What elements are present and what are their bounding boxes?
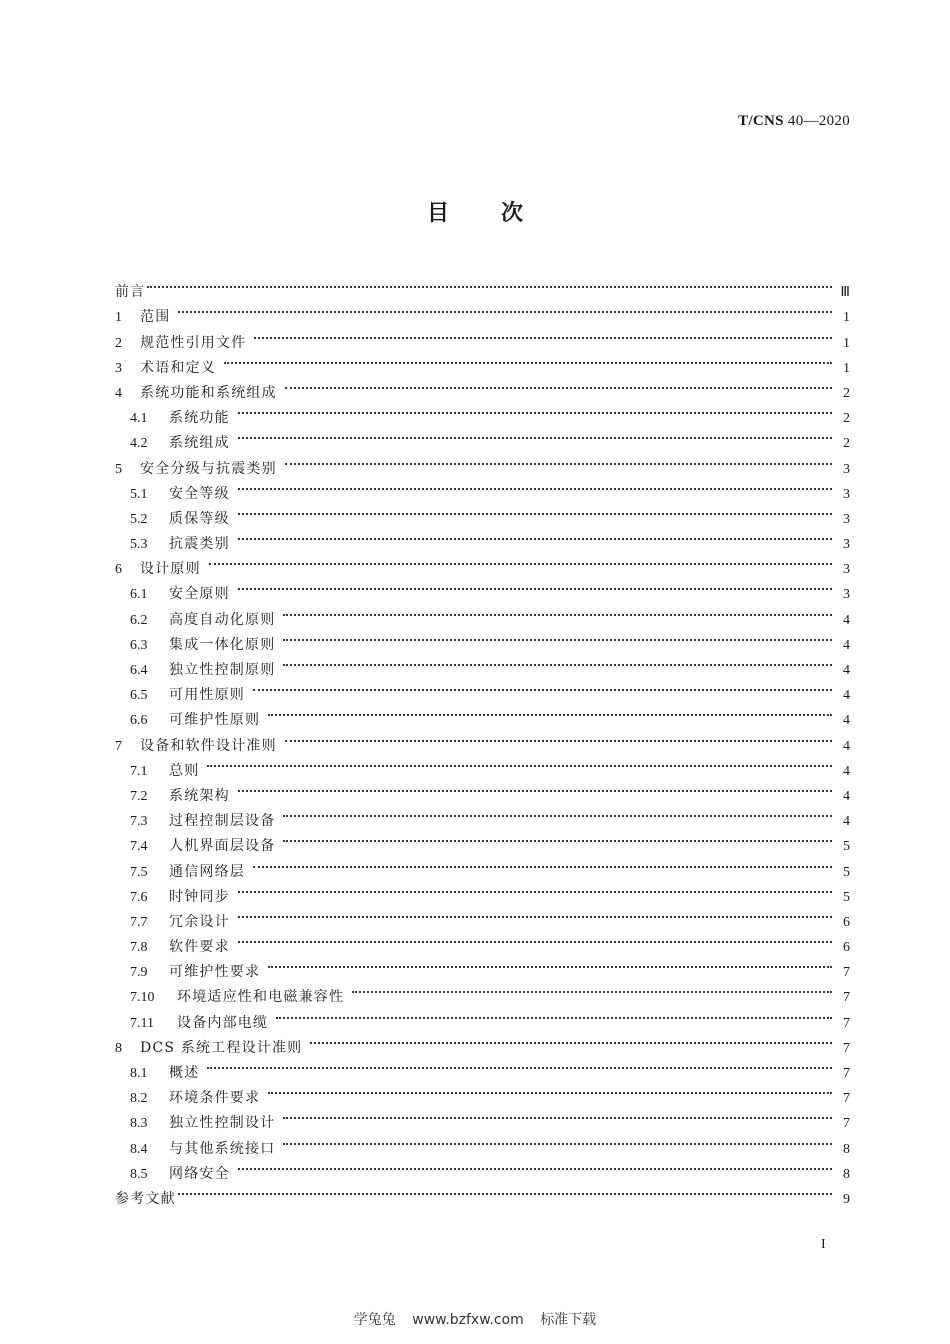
toc-entry-label: 设计原则 [140,561,201,578]
toc-entry-label: 设备和软件设计准则 [140,737,277,754]
toc-entry-number: 5.2 [130,511,148,527]
toc-entry-page: 2 [843,411,850,427]
toc-entry-label: 抗震类别 [169,536,230,553]
toc-entry-number: 7.5 [130,864,148,880]
footer-tagline: 标准下载 [540,1312,597,1328]
toc-entry-page: 3 [843,486,850,502]
toc-dot-leader [238,775,832,800]
toc-entry-number: 7.3 [130,814,148,830]
toc-entry-label: 集成一体化原则 [169,636,276,653]
toc-entry-page: 7 [843,1066,850,1081]
toc-entry-page: 2 [843,385,850,401]
toc-entry-page: 4 [843,612,850,628]
toc-entry-number: 6.5 [130,688,148,704]
toc-entry-label: 系统功能和系统组成 [140,384,277,401]
toc-entry-number: 8.3 [130,1116,148,1132]
toc-dot-leader [238,498,832,523]
toc-dot-leader [285,447,832,472]
toc-entry-number: 7.7 [130,914,148,930]
toc-entry-label: 网络安全 [169,1165,230,1182]
toc-entry-page: 3 [843,587,850,603]
toc-entry-page: 1 [843,360,850,376]
toc-entry-number: 7.9 [130,965,148,981]
toc-entry-label: 环境条件要求 [169,1090,261,1107]
toc-dot-leader [254,321,832,346]
toc-entry-page: 4 [843,713,850,729]
toc-entry-label: 可维护性原则 [169,712,261,729]
toc-entry[interactable] [115,1052,850,1081]
toc-entry-page: 4 [843,814,850,830]
toc-entry-page: 3 [843,537,850,553]
toc-dot-leader [178,296,832,321]
toc-entry[interactable] [115,296,850,326]
toc-entry-number: 6.2 [130,612,148,628]
toc-entry-label: 与其他系统接口 [169,1140,276,1157]
toc-entry-page: 7 [843,990,850,1006]
toc-entry-label: 可维护性要求 [169,964,261,981]
toc-entry-label: 人机界面层设备 [169,838,276,855]
toc-entry-label: 系统架构 [169,787,230,804]
standard-code-prefix: T/CNS [738,113,784,129]
toc-entry-label: 设备内部电缆 [177,1014,269,1031]
toc-entry[interactable] [115,1077,850,1107]
toc-dot-leader [224,347,832,372]
toc-entry-label: 软件要求 [169,939,230,956]
toc-dot-leader [310,1027,832,1052]
toc-entry-page: 8 [843,1141,850,1157]
toc-entry-number: 8.4 [130,1141,148,1157]
toc-entry-number: 6.1 [130,587,148,603]
toc-entry-label: 范围 [140,309,171,326]
toc-dot-leader [283,1102,832,1127]
toc-entry-page: 3 [843,562,850,578]
toc-dot-leader [178,1178,832,1203]
toc-entry-number: 7.11 [130,1015,154,1031]
toc-entry-page: 4 [843,788,850,804]
toc-dot-leader [238,926,832,951]
toc-entry-label: 安全等级 [169,485,230,502]
toc-dot-leader [238,397,832,422]
toc-entry-number: 2 [115,335,122,351]
toc-entry-label: DCS 系统工程设计准则 [140,1039,303,1056]
toc-entry-page: 6 [843,940,850,956]
toc-entry-page: 8 [843,1166,850,1182]
toc-entry-page: 4 [843,663,850,678]
toc-entry-label: 系统组成 [169,435,230,452]
toc-entry[interactable] [115,321,850,351]
toc-entry-page: 1 [843,310,850,326]
toc-title-char-2: 次 [501,201,524,226]
toc-entry-number: 8.1 [130,1066,148,1081]
toc-dot-leader [238,473,832,498]
toc-entry-label: 参考文献 [115,1190,176,1207]
toc-dot-leader [276,1001,832,1026]
toc-dot-leader [238,422,832,447]
toc-entry-page: 7 [843,1040,850,1056]
toc-entry-label: 环境适应性和电磁兼容性 [177,989,345,1006]
toc-entry-number: 5.1 [130,486,148,502]
toc-entry-page: 1 [843,335,850,351]
toc-entry[interactable] [115,573,850,603]
toc-entry-label: 系统功能 [169,410,230,427]
toc-entry-page: 5 [843,839,850,855]
toc-entry-number: 1 [115,310,122,326]
toc-entry-number: 4.2 [130,436,148,452]
toc-entry-label: 可用性原则 [169,687,245,704]
toc-entry-number: 8 [115,1040,122,1056]
toc-dot-leader [238,523,832,548]
toc-dot-leader [207,750,832,775]
toc-entry-page: 6 [843,914,850,930]
toc-entry-page: 4 [843,688,850,704]
toc-entry-page: 4 [843,637,850,653]
toc-entry-label: 规范性引用文件 [140,334,247,351]
toc-entry-label: 高度自动化原则 [169,611,276,628]
toc-entry-page: 7 [843,965,850,981]
toc-entry[interactable] [115,1178,850,1207]
toc-entry-number: 3 [115,360,122,376]
toc-entry-number: 7.1 [130,763,148,779]
toc-entry-label: 质保等级 [169,510,230,527]
toc-entry-page: 7 [843,1091,850,1107]
toc-entry-number: 7.2 [130,788,148,804]
toc-dot-leader [268,951,832,976]
toc-entry-number: 7.8 [130,940,148,956]
toc-entry-page: 4 [843,763,850,779]
toc-entry-number: 5.3 [130,537,148,553]
toc-entry-number: 4.1 [130,411,148,427]
toc-entry-number: 6.4 [130,663,148,678]
toc-entry[interactable] [115,775,850,804]
toc-entry-label: 安全原则 [169,586,230,603]
toc-dot-leader [283,800,832,825]
toc-entry-page: 5 [843,864,850,880]
toc-dot-leader [238,1153,832,1178]
footer-watermark [0,1309,950,1329]
footer-url: www.bzfxw.com [412,1312,524,1328]
toc-entry-number: 5 [115,461,122,477]
toc-dot-leader [147,271,832,296]
toc-dot-leader [207,1052,832,1077]
toc-entry-label: 前言 [115,284,146,301]
toc-entry-page: Ⅲ [840,285,850,301]
page-number: I [821,1237,826,1252]
toc-entry-page: 4 [843,738,850,754]
toc-dot-leader [283,825,832,850]
standard-code [738,113,850,130]
standard-code-number: 40—2020 [787,113,850,129]
footer-site-name: 学兔兔 [353,1312,396,1328]
toc-entry-number: 4 [115,385,122,401]
toc-entry-label: 通信网络层 [169,863,245,880]
toc-entry-label: 独立性控制设计 [169,1115,276,1132]
toc-dot-leader [238,573,832,598]
toc-entry-number: 7.10 [130,990,155,1006]
toc-entry-number: 7.6 [130,889,148,905]
toc-entry-label: 过程控制层设备 [169,813,276,830]
toc-entry-label: 术语和定义 [140,359,216,376]
toc-entry-page: 2 [843,436,850,452]
toc-entry[interactable] [115,271,850,301]
toc-entry-page: 9 [843,1191,850,1207]
toc-dot-leader [285,372,832,397]
toc-dot-leader [209,548,832,573]
toc-entry[interactable] [115,750,850,779]
toc-title-char-1: 目 [426,201,449,226]
toc-dot-leader [285,724,832,749]
toc-dot-leader [283,1127,832,1152]
toc-entry-label: 安全分级与抗震类别 [140,460,277,477]
toc-dot-leader [238,901,832,926]
toc-entry[interactable] [115,548,850,578]
toc-entry-page: 7 [843,1015,850,1031]
toc-entry-label: 独立性控制原则 [169,662,276,678]
toc-entry-label: 概述 [169,1065,200,1081]
toc-dot-leader [238,876,832,901]
toc-entry-number: 6.3 [130,637,148,653]
toc-entry-number: 8.2 [130,1091,148,1107]
toc-entry-number: 7 [115,738,122,754]
toc-entry-number: 6.6 [130,713,148,729]
toc-dot-leader [268,699,832,724]
table-of-contents [115,271,850,1207]
toc-entry[interactable] [115,372,850,401]
toc-entry-page: 3 [843,511,850,527]
toc-dot-leader [283,624,832,649]
toc-dot-leader [253,850,832,875]
toc-dot-leader [283,649,832,674]
toc-entry-label: 时钟同步 [169,888,230,905]
toc-dot-leader [268,1077,832,1102]
toc-dot-leader [352,976,832,1001]
toc-title [0,196,950,227]
toc-dot-leader [253,674,832,699]
toc-entry-page: 5 [843,889,850,905]
toc-entry-number: 6 [115,562,122,578]
toc-entry-number: 8.5 [130,1166,148,1182]
toc-entry-page: 3 [843,461,850,477]
toc-dot-leader [283,598,832,623]
toc-entry-label: 总则 [169,762,200,779]
toc-entry-number: 7.4 [130,839,148,855]
toc-entry[interactable] [115,347,850,376]
toc-entry-label: 冗余设计 [169,913,230,930]
toc-entry-page: 7 [843,1116,850,1132]
